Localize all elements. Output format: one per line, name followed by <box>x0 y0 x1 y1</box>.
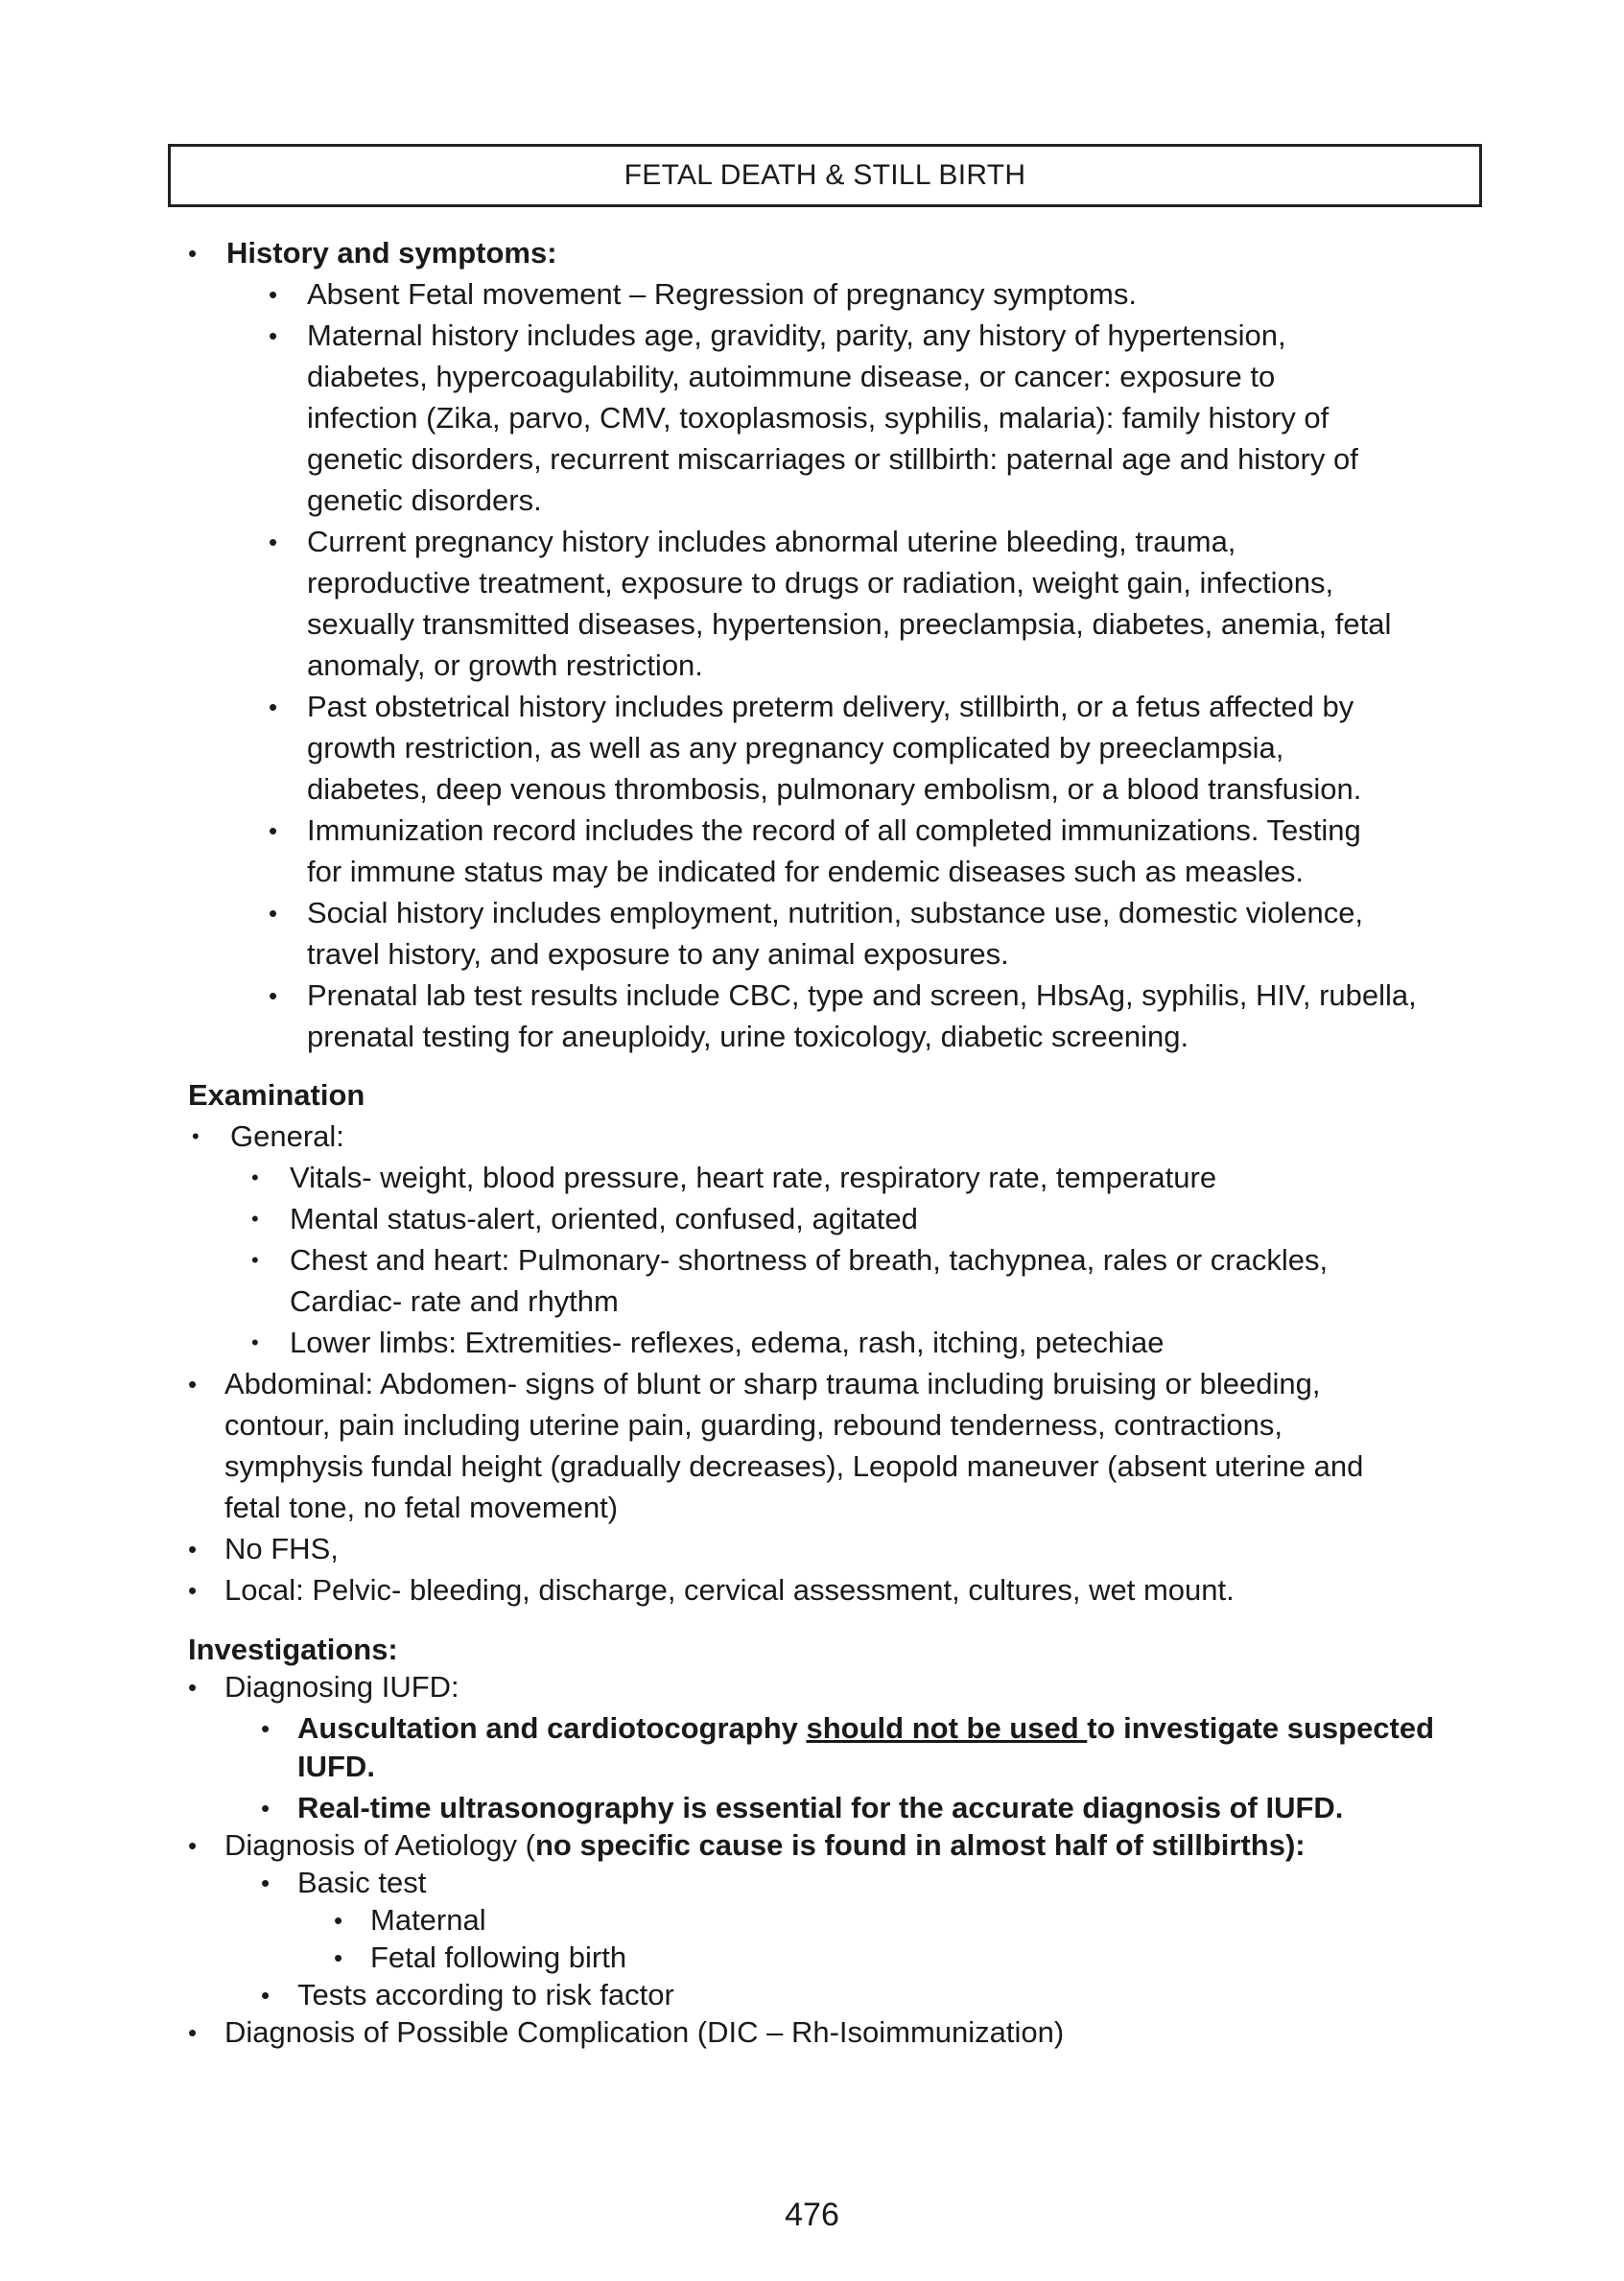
inv-auscultation <box>297 1709 1434 1748</box>
exam-line: symphysis fundal height (gradually decreases), Leopold maneuver (absent uterine and <box>224 1449 1364 1483</box>
history-line: Past obstetrical history includes preterm delivery, stillbirth, or a fetus affected by <box>307 690 1354 723</box>
bullet: • <box>261 1981 271 2010</box>
inv-maternal: Maternal <box>370 1903 486 1937</box>
exam-line: fetal tone, no fetal movement) <box>224 1491 619 1524</box>
history-line: for immune status may be indicated for endemic diseases such as measles. <box>307 855 1304 888</box>
history-line: reproductive treatment, exposure to drugs or radiation, weight gain, infections, <box>307 566 1334 600</box>
inv-auscultation-underline: should not be used <box>806 1711 1088 1745</box>
bullet: • <box>261 1794 271 1822</box>
inv-auscultation-a: Auscultation and cardiotocography <box>297 1711 807 1745</box>
bullet: • <box>188 1673 198 1702</box>
bullet: • <box>269 899 278 928</box>
bullet: • <box>334 1906 343 1935</box>
history-line: anomaly, or growth restriction. <box>307 648 703 682</box>
history-line: travel history, and exposure to any animal exposures. <box>307 937 1009 971</box>
history-line: Prenatal lab test results include CBC, type and screen, HbsAg, syphilis, HIV, rubella, <box>307 978 1417 1012</box>
exam-line: Vitals- weight, blood pressure, heart rate, respiratory rate, temperature <box>290 1161 1217 1194</box>
bullet: • <box>251 1165 259 1189</box>
exam-line: contour, pain including uterine pain, guarding, rebound tenderness, contractions, <box>224 1408 1283 1442</box>
history-line: Current pregnancy history includes abnormal uterine bleeding, trauma, <box>307 525 1236 558</box>
inv-risk: Tests according to risk factor <box>297 1978 674 2011</box>
exam-line: Mental status-alert, oriented, confused, agitated <box>290 1202 918 1235</box>
history-line: diabetes, deep venous thrombosis, pulmonary embolism, or a blood transfusion. <box>307 772 1362 806</box>
history-line: genetic disorders. <box>307 483 542 517</box>
inv-ultrasound: Real-time ultrasonography is essential for the accurate diagnosis of IUFD. <box>297 1791 1344 1824</box>
history-heading: History and symptoms: <box>226 236 557 270</box>
bullet: • <box>188 1370 198 1399</box>
inv-fetal: Fetal following birth <box>370 1940 627 1974</box>
bullet: • <box>261 1714 271 1743</box>
exam-line: Abdominal: Abdomen- signs of blunt or sharp trauma including bruising or bleeding, <box>224 1367 1321 1400</box>
bullet: • <box>188 1576 198 1605</box>
history-line: prenatal testing for aneuploidy, urine toxicology, diabetic screening. <box>307 1020 1189 1053</box>
history-line: Absent Fetal movement – Regression of pregnancy symptoms. <box>307 277 1137 311</box>
bullet: • <box>269 321 278 350</box>
page-title <box>168 144 1482 207</box>
inv-complication: Diagnosis of Possible Complication (DIC – Rh-Isoimmunization) <box>224 2015 1065 2049</box>
history-line: diabetes, hypercoagulability, autoimmune disease, or cancer: exposure to <box>307 360 1276 393</box>
bullet: • <box>269 280 278 309</box>
inv-aetiology-a: Diagnosis of Aetiology ( <box>224 1828 535 1862</box>
examination-heading: Examination <box>188 1078 365 1112</box>
page-title-text: FETAL DEATH & STILL BIRTH <box>624 159 1026 191</box>
bullet: • <box>251 1207 259 1231</box>
investigations-heading: Investigations: <box>188 1633 398 1666</box>
history-line: Maternal history includes age, gravidity, parity, any history of hypertension, <box>307 318 1286 352</box>
exam-line: Cardiac- rate and rhythm <box>290 1284 619 1318</box>
exam-line: Chest and heart: Pulmonary- shortness of breath, tachypnea, rales or crackles, <box>290 1243 1329 1277</box>
exam-line: Lower limbs: Extremities- reflexes, edema, rash, itching, petechiae <box>290 1326 1165 1359</box>
inv-auscultation-b: to investigate suspected <box>1087 1711 1435 1745</box>
bullet: • <box>269 816 278 845</box>
bullet: • <box>269 693 278 721</box>
exam-general: General: <box>230 1119 344 1153</box>
bullet: • <box>261 1869 271 1897</box>
exam-line: No FHS, <box>224 1532 339 1565</box>
history-line: genetic disorders, recurrent miscarriages or stillbirth: paternal age and history of <box>307 442 1358 476</box>
bullet: • <box>188 2018 198 2047</box>
page-number: 476 <box>785 2197 839 2233</box>
history-line: infection (Zika, parvo, CMV, toxoplasmosis, syphilis, malaria): family history of <box>307 401 1330 435</box>
bullet: • <box>251 1248 259 1272</box>
history-line: Immunization record includes the record of all completed immunizations. Testing <box>307 813 1361 847</box>
history-line: sexually transmitted diseases, hypertension, preeclampsia, diabetes, anemia, fetal <box>307 607 1392 641</box>
history-line: growth restriction, as well as any pregnancy complicated by preeclampsia, <box>307 731 1284 764</box>
bullet: • <box>334 1943 343 1972</box>
inv-aetiology-b: no specific cause is found in almost half of stillbirths): <box>534 1828 1306 1862</box>
bullet: • <box>188 1535 198 1564</box>
inv-auscultation-cont: IUFD. <box>297 1750 375 1783</box>
bullet: • <box>269 981 278 1010</box>
exam-line: Local: Pelvic- bleeding, discharge, cervical assessment, cultures, wet mount. <box>224 1573 1235 1607</box>
bullet: • <box>188 239 198 268</box>
inv-diagnosing: Diagnosing IUFD: <box>224 1670 459 1704</box>
inv-basic: Basic test <box>297 1866 427 1899</box>
history-line: Social history includes employment, nutrition, substance use, domestic violence, <box>307 896 1364 929</box>
bullet: • <box>269 528 278 556</box>
inv-aetiology <box>224 1826 1306 1865</box>
bullet: • <box>188 1831 198 1860</box>
bullet: • <box>251 1330 259 1354</box>
bullet: • <box>192 1124 200 1148</box>
